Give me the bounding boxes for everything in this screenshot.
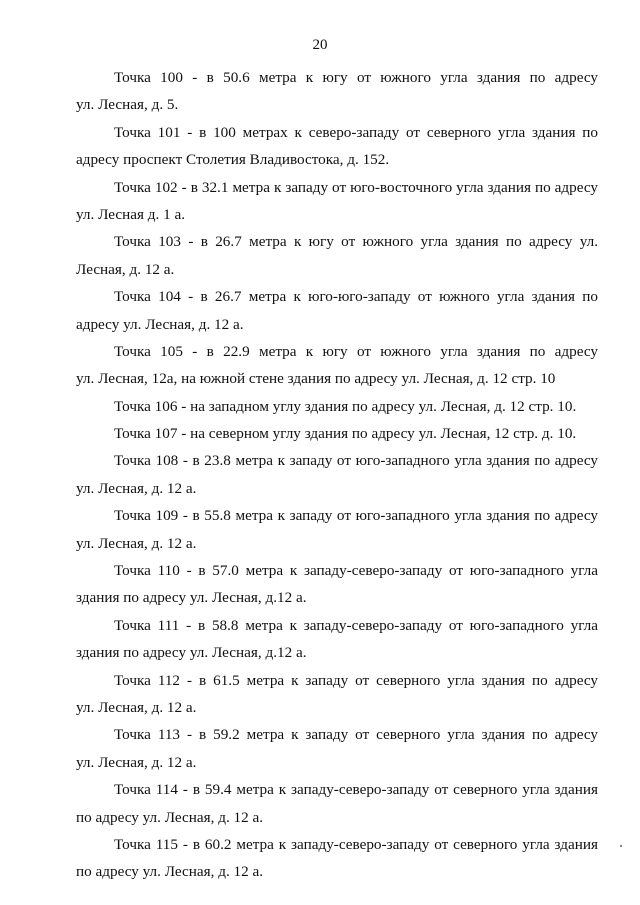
scan-speck xyxy=(620,845,622,847)
paragraph-first-line: Точка 101 - в 100 метрах к северо-западу от северного угла здания по xyxy=(114,123,598,141)
point-paragraph xyxy=(76,502,598,557)
point-paragraph xyxy=(76,338,598,393)
paragraph-continuation-line: ул. Лесная, д. 5. xyxy=(76,96,179,114)
paragraph-first-line: Точка 100 - в 50.6 метра к югу от южного угла здания по адресу xyxy=(114,69,598,86)
paragraph-first-line: Точка 104 - в 26.7 метра к юго-юго-западу от южного угла здания по xyxy=(114,288,598,306)
paragraph-continuation-line: здания по адресу ул. Лесная, д.12 а. xyxy=(76,589,307,607)
paragraph-continuation-line: ул. Лесная, 12а, на южной стене здания по адресу ул. Лесная, д. 12 стр. 10 xyxy=(76,370,556,388)
paragraph-first-line: Точка 114 - в 59.4 метра к западу-северо-западу от северного угла здания xyxy=(114,781,598,799)
paragraph-first-line: Точка 107 - на северном углу здания по адресу ул. Лесная, 12 стр. д. 10. xyxy=(114,425,577,443)
point-paragraph xyxy=(76,831,598,886)
paragraph-continuation-line: ул. Лесная, д. 12 а. xyxy=(76,534,197,552)
point-paragraph xyxy=(76,174,598,229)
paragraph-first-line: Точка 106 - на западном углу здания по адресу ул. Лесная, д. 12 стр. 10. xyxy=(114,397,577,415)
paragraph-first-line: Точка 102 - в 32.1 метра к западу от юго-восточного угла здания по адресу xyxy=(114,178,598,196)
paragraph-continuation-line: по адресу ул. Лесная, д. 12 а. xyxy=(76,808,264,826)
paragraph-continuation-line: адресу ул. Лесная, д. 12 а. xyxy=(76,315,244,333)
point-paragraph xyxy=(76,447,598,502)
point-paragraph xyxy=(76,667,598,722)
paragraph-continuation-line: ул. Лесная, д. 12 а. xyxy=(76,479,197,497)
point-paragraph xyxy=(76,119,598,174)
paragraph-continuation-line: по адресу ул. Лесная, д. 12 а. xyxy=(76,863,264,881)
point-paragraph xyxy=(76,776,598,831)
paragraph-first-line: Точка 110 - в 57.0 метра к западу-северо-западу от юго-западного угла xyxy=(114,562,598,580)
point-paragraph xyxy=(76,420,598,447)
paragraph-continuation-line: здания по адресу ул. Лесная, д.12 а. xyxy=(76,644,307,662)
point-paragraph xyxy=(76,228,598,283)
paragraph-first-line: Точка 113 - в 59.2 метра к западу от северного угла здания по адресу xyxy=(114,726,598,744)
point-paragraph xyxy=(76,64,598,119)
point-paragraph xyxy=(76,557,598,612)
point-paragraph xyxy=(76,721,598,776)
paragraph-continuation-line: ул. Лесная, д. 12 а. xyxy=(76,753,197,771)
paragraph-first-line: Точка 105 - в 22.9 метра к югу от южного угла здания по адресу xyxy=(114,342,598,360)
paragraph-first-line: Точка 108 - в 23.8 метра к западу от юго-западного угла здания по адресу xyxy=(114,452,598,470)
document-body xyxy=(76,64,598,886)
paragraph-first-line: Точка 112 - в 61.5 метра к западу от северного угла здания по адресу xyxy=(114,671,598,689)
paragraph-first-line: Точка 111 - в 58.8 метра к западу-северо-западу от юго-западного угла xyxy=(114,616,598,634)
point-paragraph xyxy=(76,283,598,338)
paragraph-first-line: Точка 109 - в 55.8 метра к западу от юго-западного угла здания по адресу xyxy=(114,507,598,525)
paragraph-continuation-line: Лесная, д. 12 а. xyxy=(76,260,175,278)
paragraph-continuation-line: ул. Лесная, д. 12 а. xyxy=(76,698,197,716)
paragraph-continuation-line: ул. Лесная д. 1 а. xyxy=(76,205,186,223)
paragraph-continuation-line: адресу проспект Столетия Владивостока, д. 152. xyxy=(76,151,390,169)
point-paragraph xyxy=(76,612,598,667)
paragraph-first-line: Точка 115 - в 60.2 метра к западу-северо-западу от северного угла здания xyxy=(114,835,598,853)
point-paragraph xyxy=(76,393,598,420)
page-number: 20 xyxy=(312,37,328,53)
paragraph-first-line: Точка 103 - в 26.7 метра к югу от южного угла здания по адресу ул. xyxy=(114,233,598,251)
